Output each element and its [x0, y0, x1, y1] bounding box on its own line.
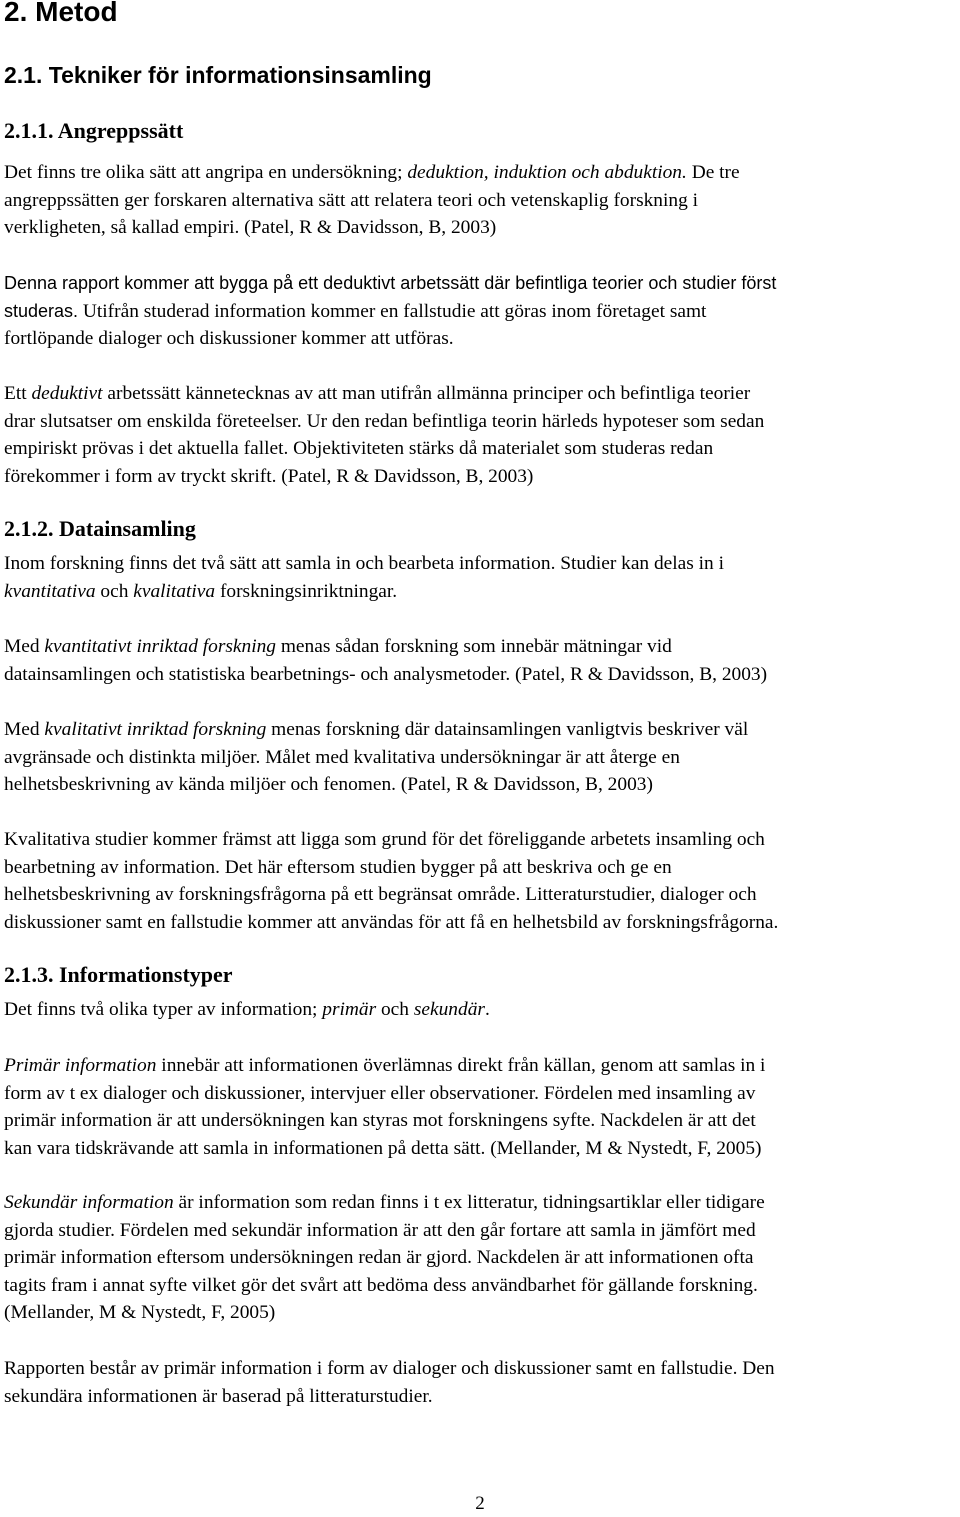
paragraph-primary-information: Primär information innebär att informationen överlämnas direkt från källan, genom att samlas in i form av t ex dialoger och diskussioner, intervjuer eller observationer. Fördelen med insamling av primär information är att undersökningen kan styras mot forskningens syfte. Nackdelen är att det kan vara tidskrävande att samla in informationen på detta sätt. (Mellander, M & Nystedt, F, 2005) [4, 1055, 766, 1159]
paragraph-qualitative-studies: Kvalitativa studier kommer främst att ligga som grund för det föreliggande arbetets insamling och bearbetning av information. Det här eftersom studien bygger på att beskriva och ge en helhetsbeskrivning av forskningsfrågorna på ett begränsat område. Litteraturstudier, dialoger och diskussioner samt en fallstudie kommer att användas för att få en helhetsbild av forskningsfrågorna. [4, 829, 779, 933]
paragraph-approaches: Det finns tre olika sätt att angripa en undersökning; deduktion, induktion och abduktion. De tre angreppssätten ger forskaren alternativa sätt att relatera teori och vetenskaplig forskning i verkligheten, så kallad empiri. (Patel, R & Davidsson, B, 2003) [4, 162, 740, 239]
paragraph-report-sources: Rapporten består av primär information i form av dialoger och diskussioner samt en fallstudie. Den sekundära informationen är baserad på litteraturstudier. [4, 1358, 775, 1407]
heading-datainsamling: 2.1.2. Datainsamling [4, 516, 196, 541]
paragraph-deductive-report: Denna rapport kommer att bygga på ett deduktivt arbetssätt där befintliga teorier och studier först studeras. Utifrån studerad information kommer en fallstudie att göras inom företaget samt fortlöpande dialoger och diskussioner kommer att utföras. [4, 273, 777, 350]
paragraph-research-types: Inom forskning finns det två sätt att samla in och bearbeta information. Studier kan delas in i kvantitativa och kvalitativa forskningsinriktningar. [4, 553, 724, 602]
section-heading: 2. Metod [4, 0, 118, 27]
heading-angreppssatt: 2.1.1. Angreppssätt [4, 118, 184, 143]
paragraph-secondary-information: Sekundär information är information som redan finns i t ex litteratur, tidningsartiklar eller tidigare gjorda studier. Fördelen med sekundär information är att den går fortare att samla in jämfört med primär information eftersom undersökningen redan är gjord. Nackdelen är att informationen ofta tagits fram i annat syfte vilket gör det svårt att bedöma dess användbarhet för gällande forskning. (Mellander, M & Nystedt, F, 2005) [4, 1192, 765, 1324]
paragraph-quantitative: Med kvantitativt inriktad forskning menas sådan forskning som innebär mätningar vid datainsamlingen och statistiska bearbetnings- och analysmetoder. (Patel, R & Davidsson, B, 2003) [4, 636, 768, 685]
heading-informationstyper: 2.1.3. Informationstyper [4, 962, 233, 987]
subsection-heading: 2.1. Tekniker för informationsinsamling [4, 62, 432, 88]
paragraph-qualitative: Med kvalitativt inriktad forskning menas forskning där datainsamlingen vanligtvis beskriver väl avgränsade och distinkta miljöer. Målet med kvalitativa undersökningar är att återge en helhetsbeskrivning av kända miljöer och fenomen. (Patel, R & Davidsson, B, 2003) [4, 719, 749, 796]
page-number: 2 [475, 1493, 485, 1514]
paragraph-deductive-method: Ett deduktivt arbetssätt kännetecknas av att man utifrån allmänna principer och befintliga teorier drar slutsatser om enskilda företeelser. Ur den redan befintliga teorin härleds hypoteser som sedan empiriskt prövas i det aktuella fallet. Objektiviteten stärks då materialet som studeras redan förekommer i form av tryckt skrift. (Patel, R & Davidsson, B, 2003) [4, 383, 765, 487]
paragraph-information-types: Det finns två olika typer av information; primär och sekundär. [4, 999, 490, 1020]
